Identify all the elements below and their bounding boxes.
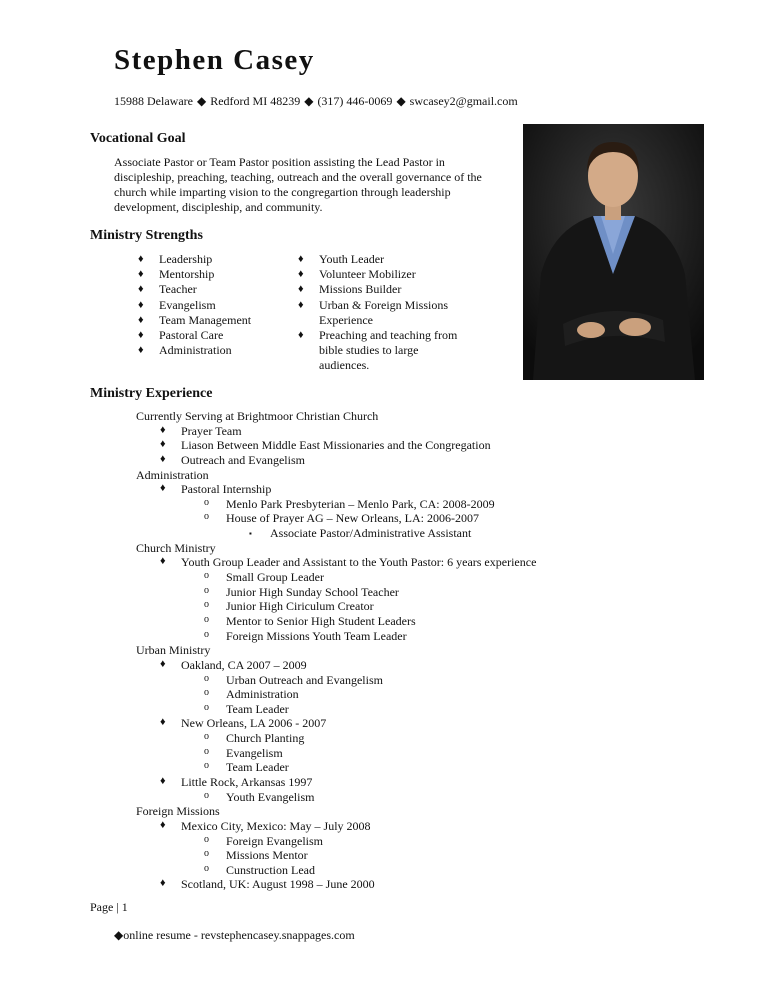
experience-item: Foreign Evangelism (226, 833, 323, 848)
experience-item: Foreign Missions Youth Team Leader (226, 628, 407, 643)
circle-bullet-icon: o (204, 496, 209, 508)
list-item: ♦ Pastoral Care (138, 328, 251, 343)
list-item: ♦ Evangelism (138, 298, 251, 313)
experience-category: Church Ministry (136, 540, 216, 555)
experience-item: Little Rock, Arkansas 1997 (181, 775, 313, 789)
online-resume (114, 928, 355, 943)
experience-category: Administration (136, 467, 209, 482)
list-item: ♦ Teacher (138, 282, 251, 297)
profile-photo (523, 124, 704, 380)
goal-line: discipleship, preaching, teaching, outreach and the overall governance of the (114, 170, 482, 184)
experience-item: Team Leader (226, 760, 289, 775)
contact-street: 15988 Delaware (114, 94, 193, 108)
list-item: ♦ Leadership (138, 252, 251, 267)
experience-item: Mentor to Senior High Student Leaders (226, 613, 416, 628)
experience-item: Menlo Park Presbyterian – Menlo Park, CA: 2008-2009 (226, 496, 495, 511)
strengths-list-right (298, 252, 457, 374)
item-line: Preaching and teaching from (319, 328, 458, 343)
circle-bullet-icon: o (204, 613, 209, 625)
list-item: ♦ Missions Builder (298, 282, 457, 297)
list-item (298, 328, 457, 374)
vocational-goal-heading: Vocational Goal (90, 131, 186, 146)
experience-item: Oakland, CA 2007 – 2009 (181, 657, 307, 672)
item-line: audiences. (319, 358, 370, 373)
experience-item: Outreach and Evangelism (181, 452, 305, 467)
experience-item: Missions Mentor (226, 848, 308, 863)
experience-item: Junior High Ciriculum Creator (226, 599, 374, 614)
strengths-list-left (138, 252, 251, 358)
list-item: ♦ Volunteer Mobilizer (298, 267, 457, 282)
diamond-bullet-icon: ♦ (160, 657, 166, 670)
contact-city: Redford MI 48239 (210, 94, 301, 108)
square-bullet-icon: ▪ (249, 529, 252, 539)
experience-item: Scotland, UK: August 1998 – June 2000 (181, 877, 375, 892)
list-item (298, 298, 457, 328)
diamond-bullet-icon: ♦ (160, 877, 166, 890)
diamond-bullet-icon: ♦ (160, 775, 166, 787)
circle-bullet-icon: o (204, 628, 209, 640)
resume-name: Stephen Casey (114, 44, 315, 76)
circle-bullet-icon: o (204, 599, 209, 611)
experience-item: New Orleans, LA 2006 - 2007 (181, 716, 327, 731)
goal-line: church while imparting vision to the congregartion through leadership (114, 185, 451, 199)
circle-bullet-icon: o (204, 701, 209, 713)
diamond-icon: ◆ (196, 94, 207, 108)
experience-item: Urban Outreach and Evangelism (226, 672, 383, 687)
ministry-strengths-heading: Ministry Strengths (90, 228, 203, 243)
experience-item: Mexico City, Mexico: May – July 2008 (181, 818, 371, 833)
list-item: ♦ Team Management (138, 313, 251, 328)
circle-bullet-icon: o (204, 833, 209, 845)
circle-bullet-icon: o (204, 584, 209, 596)
circle-bullet-icon: o (204, 862, 209, 874)
experience-item: House of Prayer AG – New Orleans, LA: 2006-2007 (226, 511, 479, 526)
circle-bullet-icon: o (204, 731, 209, 743)
list-item: ♦ Administration (138, 343, 251, 358)
page-number: Page | 1 (90, 900, 128, 914)
contact-phone: (317) 446-0069 (317, 94, 393, 108)
experience-category: Urban Ministry (136, 643, 211, 658)
experience-item: Team Leader (226, 701, 289, 716)
list-item: ♦ Youth Leader (298, 252, 457, 267)
vocational-goal-text (114, 155, 506, 215)
item-line: Experience (319, 312, 373, 327)
experience-item: Associate Pastor/Administrative Assistant (270, 526, 472, 541)
diamond-bullet-icon: ♦ (160, 452, 166, 465)
circle-bullet-icon: o (204, 570, 209, 582)
circle-bullet-icon: o (204, 745, 209, 757)
diamond-icon: ◆ (396, 94, 406, 108)
circle-bullet-icon: o (204, 687, 209, 699)
experience-item: Liason Between Middle East Missionaries and the Congregation (181, 438, 491, 453)
experience-item: Cunstruction Lead (226, 862, 315, 877)
online-resume-link[interactable]: online resume - revstephencasey.snappages.com (123, 928, 355, 942)
experience-category: Currently Serving at Brightmoor Christian Church (136, 409, 379, 423)
goal-line: Associate Pastor or Team Pastor position assisting the Lead Pastor in (114, 155, 445, 169)
contact-email[interactable]: swcasey2@gmail.com (409, 94, 518, 108)
circle-bullet-icon: o (204, 511, 209, 523)
experience-item: Junior High Sunday School Teacher (226, 584, 399, 599)
diamond-bullet-icon: ♦ (160, 438, 166, 451)
experience-category: Foreign Missions (136, 804, 220, 819)
experience-item: Youth Group Leader and Assistant to the Youth Pastor: 6 years experience (181, 555, 537, 570)
diamond-icon: ◆ (304, 94, 314, 108)
item-line: bible studies to large (319, 343, 419, 358)
diamond-bullet-icon: ♦ (160, 818, 166, 831)
goal-line: development, discipleship, and community. (114, 200, 323, 214)
circle-bullet-icon: o (204, 789, 209, 801)
contact-line (114, 94, 518, 109)
circle-bullet-icon: o (204, 672, 209, 684)
list-item: ♦ Mentorship (138, 267, 251, 282)
experience-item: Small Group Leader (226, 570, 324, 585)
diamond-bullet-icon: ♦ (160, 716, 166, 729)
experience-item: Prayer Team (181, 423, 242, 438)
diamond-bullet-icon: ♦ (160, 482, 166, 495)
experience-item: Youth Evangelism (226, 789, 315, 804)
circle-bullet-icon: o (204, 848, 209, 860)
experience-item: Pastoral Internship (181, 482, 272, 497)
experience-item: Administration (226, 687, 299, 702)
ministry-experience-heading: Ministry Experience (90, 386, 213, 401)
diamond-icon: ◆ (114, 928, 124, 942)
item-line: Urban & Foreign Missions (319, 297, 448, 312)
experience-item: Evangelism (226, 745, 283, 760)
experience-item: Church Planting (226, 731, 305, 746)
diamond-bullet-icon: ♦ (160, 555, 166, 568)
circle-bullet-icon: o (204, 760, 209, 772)
diamond-bullet-icon: ♦ (160, 423, 166, 436)
